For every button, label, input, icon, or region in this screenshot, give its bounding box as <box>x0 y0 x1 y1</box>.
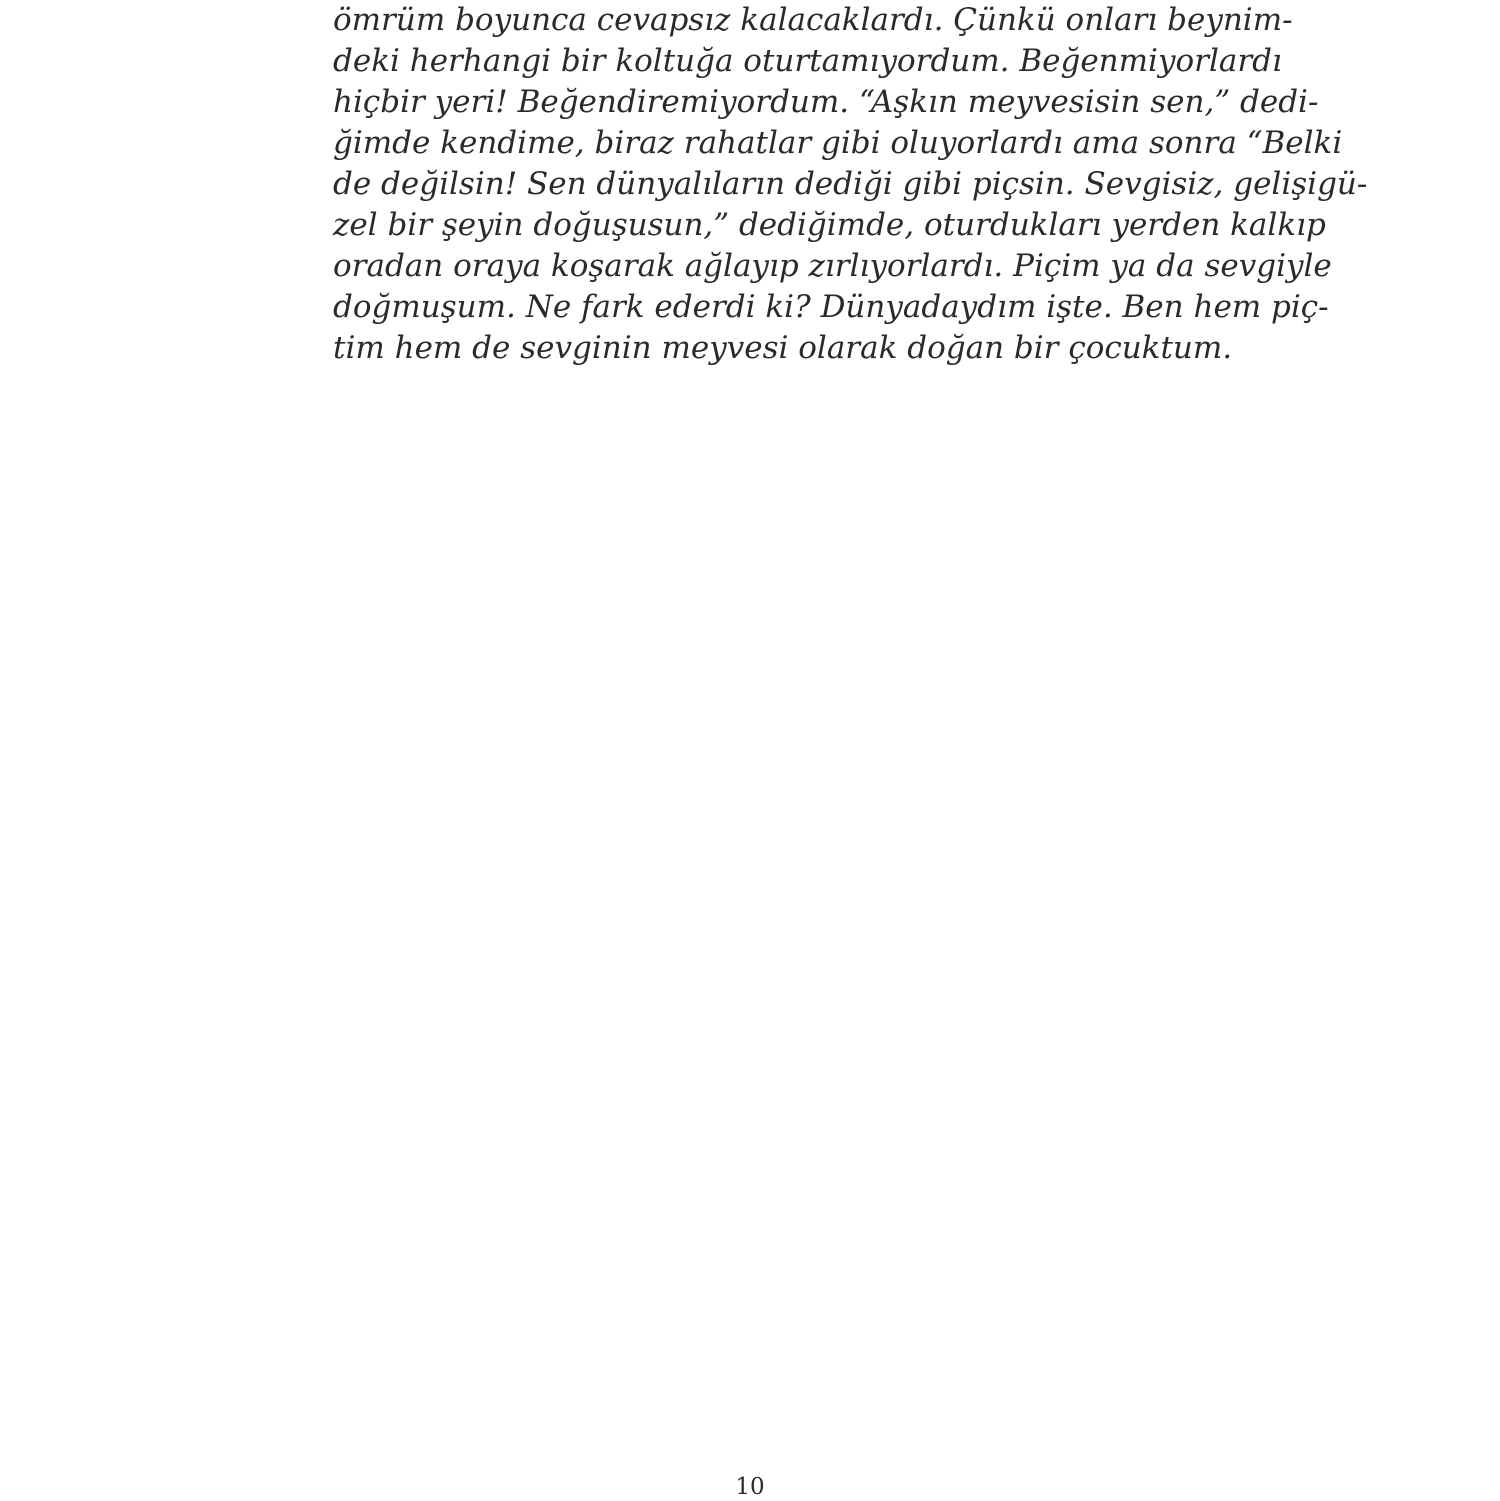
text-line-8: doğmuşum. Ne fark ederdi ki? Dünyadaydım işte. Ben hem piç- <box>333 289 1329 325</box>
text-line-6: zel bir şeyin doğuşusun,” dediğimde, oturdukları yerden kalkıp <box>333 207 1326 243</box>
text-line-2: deki herhangi bir koltuğa oturtamıyordum. Beğenmiyorlardı <box>333 43 1282 79</box>
text-line-3: hiçbir yeri! Beğendiremiyordum. “Aşkın meyvesisin sen,” dedi- <box>333 84 1319 120</box>
text-line-4: ğimde kendime, biraz rahatlar gibi oluyorlardı ama sonra “Belki <box>333 125 1343 161</box>
page-number: 10 <box>735 1474 765 1500</box>
text-line-5: de değilsin! Sen dünyalıların dediği gibi piçsin. Sevgisiz, gelişigü- <box>333 166 1368 202</box>
text-line-7: oradan oraya koşarak ağlayıp zırlıyorlardı. Piçim ya da sevgiyle <box>333 248 1332 284</box>
text-line-1: ömrüm boyunca cevapsız kalacaklardı. Çünkü onları beynim- <box>333 2 1293 38</box>
body-text <box>333 0 1368 369</box>
text-line-9: tim hem de sevginin meyvesi olarak doğan bir çocuktum. <box>333 330 1233 366</box>
